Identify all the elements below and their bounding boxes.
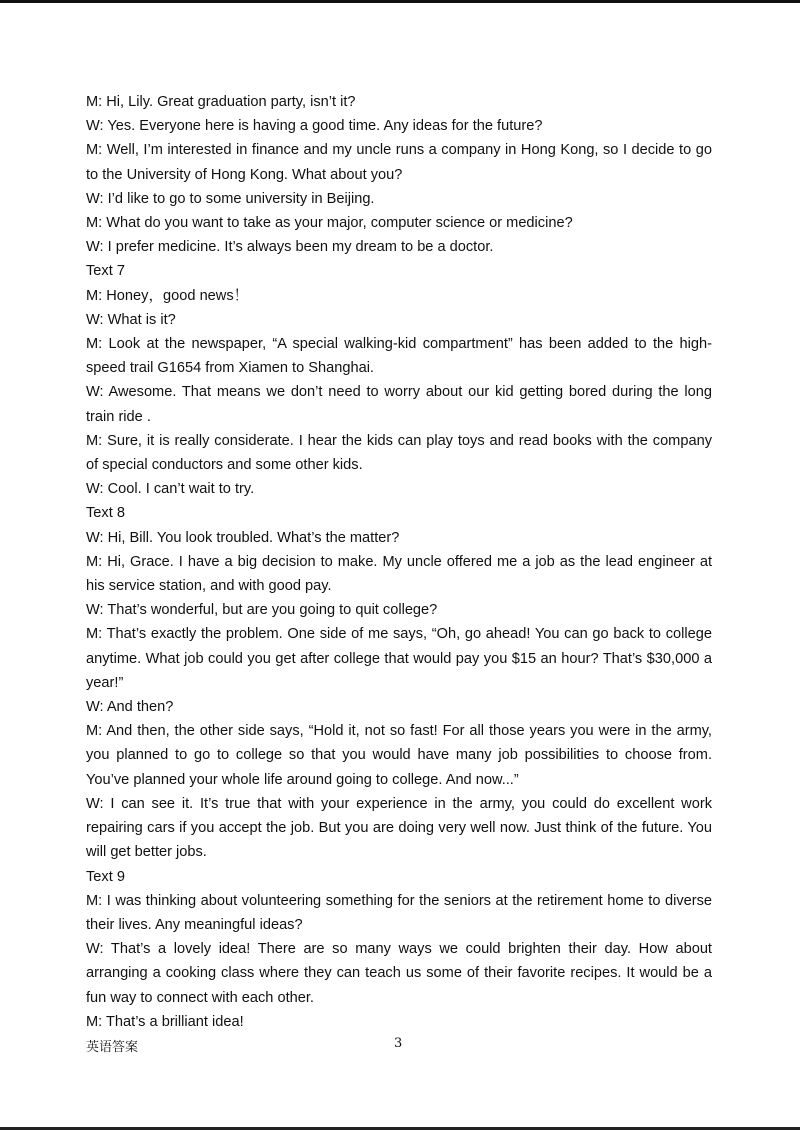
page-number: 3 bbox=[394, 1036, 403, 1051]
dialogue-line: M: That’s exactly the problem. One side of me says, “Oh, go ahead! You can go back to college anytime. What job could you get after college that would pay you $15 an hour? That’s $30,000 a year!” bbox=[86, 626, 712, 691]
dialogue-line: W: I’d like to go to some university in Beijing. bbox=[86, 190, 375, 207]
dialogue-line: M: And then, the other side says, “Hold it, not so fast! For all those years you were in the army, you planned to go to college so that you would have many job possibilities to choose from. You’ve planned your whole life around going to college. And now...” bbox=[86, 723, 712, 788]
dialogue-line: W: Yes. Everyone here is having a good time. Any ideas for the future? bbox=[86, 118, 543, 135]
dialogue-line: W: Hi, Bill. You look troubled. What’s the matter? bbox=[86, 529, 400, 546]
dialogue-line: M: What do you want to take as your major, computer science or medicine? bbox=[86, 215, 573, 232]
dialogue-line: W: That’s wonderful, but are you going to quit college? bbox=[86, 602, 438, 619]
dialogue-line: M: Honey，good news！ bbox=[86, 287, 249, 304]
section-heading-text-7: Text 7 bbox=[86, 263, 125, 280]
transcript-body bbox=[86, 90, 712, 1034]
dialogue-line: W: Awesome. That means we don’t need to worry about our kid getting bored during the long train ride . bbox=[86, 384, 712, 425]
dialogue-line: M: Sure, it is really considerate. I hear the kids can play toys and read books with the company of special conductors and some other kids. bbox=[86, 432, 712, 474]
dialogue-line: W: And then? bbox=[86, 699, 174, 716]
section-heading-text-9: Text 9 bbox=[86, 868, 125, 885]
section-heading-text-8: Text 8 bbox=[86, 505, 125, 522]
dialogue-line: W: I prefer medicine. It’s always been my dream to be a doctor. bbox=[86, 239, 494, 256]
dialogue-line: M: Look at the newspaper, “A special walking-kid compartment” has been added to the high-speed trail G1654 from Xiamen to Shanghai. bbox=[86, 336, 712, 377]
dialogue-line: W: Cool. I can’t wait to try. bbox=[86, 481, 255, 498]
dialogue-line: M: Hi, Grace. I have a big decision to make. My uncle offered me a job as the lead engineer at his service station, and with good pay. bbox=[86, 553, 712, 595]
dialogue-line: W: That’s a lovely idea! There are so many ways we could brighten their day. How about arranging a cooking class where they can teach us some of their favorite recipes. It would be a fun way to connect with each other. bbox=[86, 941, 712, 1006]
dialogue-line: W: I can see it. It’s true that with your experience in the army, you could do excellent work repairing cars if you accept the job. But you are doing very well now. Just think of the future. You will get better jobs. bbox=[86, 795, 712, 861]
footer-label: 英语答案 bbox=[86, 1040, 139, 1055]
dialogue-line: M: Hi, Lily. Great graduation party, isn’t it? bbox=[86, 94, 356, 110]
dialogue-line: M: I was thinking about volunteering something for the seniors at the retirement home to diverse their lives. Any meaningful ideas? bbox=[86, 892, 712, 933]
dialogue-line: M: That’s a brilliant idea! bbox=[86, 1013, 244, 1030]
dialogue-line: M: Well, I’m interested in finance and my uncle runs a company in Hong Kong, so I decide to go to the University of Hong Kong. What about you? bbox=[86, 142, 712, 183]
top-border-rule bbox=[0, 0, 800, 3]
dialogue-line: W: What is it? bbox=[86, 311, 176, 328]
